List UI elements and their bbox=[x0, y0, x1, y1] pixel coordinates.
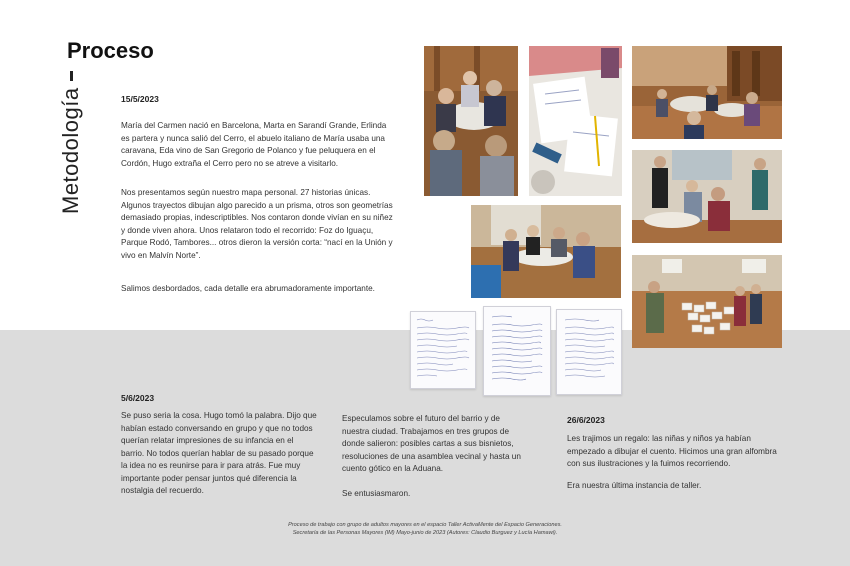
photo-caption bbox=[200, 521, 650, 537]
photo-room-wide bbox=[632, 46, 782, 139]
session2-date: 5/6/2023 bbox=[121, 393, 155, 403]
caption-line-1: Proceso de trabajo con grupo de adultos mayores en el espacio Taller ActivaMente del Espacio Generaciones. bbox=[288, 522, 562, 528]
session3-closing: Era nuestra última instancia de taller. bbox=[567, 481, 702, 490]
session1-paragraph-3: Salimos desbordados, cada detalle era abrumadoramente importante. bbox=[121, 284, 375, 293]
page-title: Proceso bbox=[67, 38, 154, 63]
session1-date: 15/5/2023 bbox=[121, 94, 159, 104]
handwritten-letter-1 bbox=[410, 311, 476, 389]
session2b-closing: Se entusiasmaron. bbox=[342, 489, 411, 498]
session3-paragraph: Les trajimos un regalo: las niñas y niños ya habían empezado a dibujar el cuento. Hicimos una gran alfombra con sus ilustraciones y la fuimos recorriendo. bbox=[567, 434, 777, 468]
photo-group-standing bbox=[632, 150, 782, 243]
section-label-bar bbox=[70, 71, 73, 81]
section-label-text: Metodología bbox=[58, 87, 83, 214]
session1-paragraph-1: María del Carmen nació en Barcelona, Marta en Sarandí Grande, Erlinda es partera y nunca salió del Cerro, el abuelo italiano de María usaba una caravana, Eda vino de San Gregorio de Polanco y fue peluquera en el Cordón, Hugo extraña el Cerro pero no se atreve a visitarlo. bbox=[121, 121, 387, 168]
photo-drawing-on-table bbox=[529, 46, 622, 196]
photo-group-table-2 bbox=[471, 205, 621, 298]
session1-paragraph-2: Nos presentamos según nuestro mapa personal. 27 historias únicas. Algunos trayectos dibujan algo parecido a un prisma, otros son geometrías demasiado propias, indescriptibles. Nos contaron donde vivían en su niñez y donde viven ahora. Unos relataron todo el recorrido: Foz do Iguaçu, Parque Rodó, Tambores... otros dieron la versión corta: “nací en la Unión y vivo en Malvín Norte”. bbox=[121, 188, 393, 260]
photo-group-table-1 bbox=[424, 46, 518, 196]
handwritten-letter-2 bbox=[483, 306, 551, 396]
session2b-paragraph: Especulamos sobre el futuro del barrio y de nuestra ciudad. Trabajamos en tres grupos de donde salieron: posibles cartas a sus bisnietos, resoluciones de una asamblea vecinal y hasta un cuento gótico en la Aduana. bbox=[342, 414, 521, 473]
session2-paragraph: Se puso seria la cosa. Hugo tomó la palabra. Dijo que habían estado conversando en grupo y que no todos querían relatar impresiones de su infancia en el barrio. No todos querían hablar de su pasado porque la idea no es reunirse para ir para atrás. Fue muy importante poder pensar juntos qué diferencia la nostalgia del recuerdo. bbox=[121, 411, 317, 495]
section-label bbox=[58, 71, 84, 214]
photo-illustrations-on-floor bbox=[632, 255, 782, 348]
caption-line-2: Secretaría de las Personas Mayores (IM) Mayo-junio de 2023 (Autores: Claudio Burguez y Lucía Hamawi). bbox=[292, 530, 558, 536]
session3-date: 26/6/2023 bbox=[567, 415, 605, 425]
handwritten-letter-3 bbox=[556, 309, 622, 395]
